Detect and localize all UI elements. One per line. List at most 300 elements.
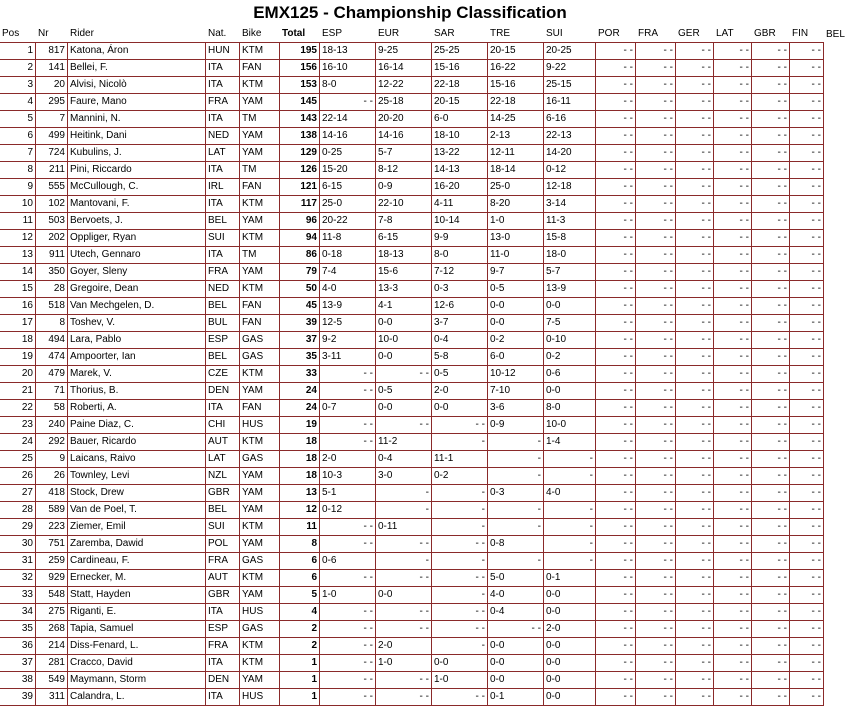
cell-pos: 23: [0, 417, 36, 434]
cell-bel: [824, 689, 858, 706]
cell-fra: - -: [636, 519, 676, 536]
cell-ger: - -: [676, 281, 714, 298]
cell-nr: 751: [36, 536, 68, 553]
cell-nat: LAT: [206, 451, 240, 468]
cell-bel: [824, 111, 858, 128]
cell-sar: 0-3: [432, 281, 488, 298]
cell-bel: [824, 349, 858, 366]
cell-lat: - -: [714, 434, 752, 451]
cell-fin: - -: [790, 570, 824, 587]
cell-fra: - -: [636, 366, 676, 383]
table-row: [0, 315, 858, 332]
cell-gbr: - -: [752, 213, 790, 230]
cell-gbr: - -: [752, 60, 790, 77]
cell-sar: - -: [432, 536, 488, 553]
cell-nr: 555: [36, 179, 68, 196]
cell-bel: [824, 196, 858, 213]
cell-fra: - -: [636, 179, 676, 196]
cell-lat: - -: [714, 570, 752, 587]
cell-nat: ESP: [206, 332, 240, 349]
cell-sar: 8-0: [432, 247, 488, 264]
cell-gbr: - -: [752, 43, 790, 60]
cell-pos: 38: [0, 672, 36, 689]
cell-pos: 11: [0, 213, 36, 230]
cell-por: - -: [596, 196, 636, 213]
cell-nat: ITA: [206, 689, 240, 706]
cell-pos: 15: [0, 281, 36, 298]
cell-rider: Paine Diaz, C.: [68, 417, 206, 434]
cell-gbr: - -: [752, 315, 790, 332]
cell-nr: 311: [36, 689, 68, 706]
cell-por: - -: [596, 145, 636, 162]
cell-total: 96: [280, 213, 320, 230]
cell-fra: - -: [636, 468, 676, 485]
cell-rider: Bellei, F.: [68, 60, 206, 77]
cell-total: 1: [280, 672, 320, 689]
cell-tre: 15-16: [488, 77, 544, 94]
cell-pos: 9: [0, 179, 36, 196]
cell-rider: Alvisi, Nicolò: [68, 77, 206, 94]
cell-por: - -: [596, 43, 636, 60]
cell-sar: 0-0: [432, 655, 488, 672]
cell-fra: - -: [636, 553, 676, 570]
cell-bel: [824, 638, 858, 655]
cell-sui: 6-16: [544, 111, 596, 128]
cell-rider: Townley, Levi: [68, 468, 206, 485]
cell-fra: - -: [636, 536, 676, 553]
table-body: [0, 43, 858, 706]
cell-esp: - -: [320, 638, 376, 655]
cell-por: - -: [596, 604, 636, 621]
cell-total: 4: [280, 604, 320, 621]
cell-eur: -: [376, 485, 432, 502]
cell-por: - -: [596, 621, 636, 638]
cell-rider: Toshev, V.: [68, 315, 206, 332]
cell-nat: ITA: [206, 111, 240, 128]
cell-fin: - -: [790, 655, 824, 672]
cell-fra: - -: [636, 485, 676, 502]
cell-rider: Stock, Drew: [68, 485, 206, 502]
cell-fra: - -: [636, 213, 676, 230]
cell-bike: HUS: [240, 689, 280, 706]
cell-pos: 8: [0, 162, 36, 179]
cell-total: 18: [280, 434, 320, 451]
cell-fra: - -: [636, 264, 676, 281]
cell-total: 24: [280, 383, 320, 400]
cell-esp: - -: [320, 417, 376, 434]
cell-tre: 0-4: [488, 604, 544, 621]
cell-ger: - -: [676, 468, 714, 485]
cell-lat: - -: [714, 383, 752, 400]
table-row: [0, 672, 858, 689]
cell-ger: - -: [676, 485, 714, 502]
cell-rider: Van Mechgelen, D.: [68, 298, 206, 315]
cell-gbr: - -: [752, 247, 790, 264]
cell-nr: 58: [36, 400, 68, 417]
cell-lat: - -: [714, 298, 752, 315]
cell-total: 145: [280, 94, 320, 111]
cell-nat: AUT: [206, 570, 240, 587]
cell-bike: FAN: [240, 60, 280, 77]
cell-tre: 5-0: [488, 570, 544, 587]
cell-nat: GBR: [206, 485, 240, 502]
cell-ger: - -: [676, 145, 714, 162]
cell-nat: FRA: [206, 94, 240, 111]
col-fin: FIN: [790, 26, 824, 43]
cell-fin: - -: [790, 281, 824, 298]
cell-fra: - -: [636, 145, 676, 162]
cell-nr: 26: [36, 468, 68, 485]
cell-bel: [824, 281, 858, 298]
cell-pos: 25: [0, 451, 36, 468]
cell-sui: 0-2: [544, 349, 596, 366]
cell-sar: 4-11: [432, 196, 488, 213]
cell-gbr: - -: [752, 383, 790, 400]
cell-gbr: - -: [752, 77, 790, 94]
cell-ger: - -: [676, 162, 714, 179]
cell-tre: 0-0: [488, 655, 544, 672]
cell-nat: ITA: [206, 196, 240, 213]
cell-sui: 3-14: [544, 196, 596, 213]
cell-nat: ESP: [206, 621, 240, 638]
cell-bike: FAN: [240, 179, 280, 196]
cell-lat: - -: [714, 502, 752, 519]
cell-rider: Calandra, L.: [68, 689, 206, 706]
cell-tre: -: [488, 451, 544, 468]
cell-nr: 295: [36, 94, 68, 111]
cell-nr: 479: [36, 366, 68, 383]
col-fra: FRA: [636, 26, 676, 43]
cell-ger: - -: [676, 383, 714, 400]
cell-gbr: - -: [752, 196, 790, 213]
cell-rider: Statt, Hayden: [68, 587, 206, 604]
cell-nr: 292: [36, 434, 68, 451]
cell-esp: - -: [320, 519, 376, 536]
cell-por: - -: [596, 553, 636, 570]
cell-eur: 0-0: [376, 349, 432, 366]
cell-por: - -: [596, 417, 636, 434]
cell-nat: LAT: [206, 145, 240, 162]
cell-fra: - -: [636, 94, 676, 111]
cell-esp: - -: [320, 672, 376, 689]
table-row: [0, 536, 858, 553]
cell-ger: - -: [676, 553, 714, 570]
cell-sar: 0-0: [432, 400, 488, 417]
cell-bike: KTM: [240, 366, 280, 383]
cell-ger: - -: [676, 196, 714, 213]
cell-bike: YAM: [240, 213, 280, 230]
cell-eur: 0-0: [376, 315, 432, 332]
cell-lat: - -: [714, 264, 752, 281]
cell-nat: ITA: [206, 60, 240, 77]
cell-nr: 817: [36, 43, 68, 60]
cell-total: 33: [280, 366, 320, 383]
cell-total: 153: [280, 77, 320, 94]
cell-sui: 0-1: [544, 570, 596, 587]
cell-bike: TM: [240, 162, 280, 179]
cell-lat: - -: [714, 60, 752, 77]
cell-gbr: - -: [752, 655, 790, 672]
table-row: [0, 621, 858, 638]
cell-gbr: - -: [752, 587, 790, 604]
cell-fin: - -: [790, 502, 824, 519]
cell-por: - -: [596, 502, 636, 519]
cell-por: - -: [596, 60, 636, 77]
cell-ger: - -: [676, 349, 714, 366]
cell-bike: KTM: [240, 434, 280, 451]
cell-rider: Cracco, David: [68, 655, 206, 672]
cell-total: 121: [280, 179, 320, 196]
cell-eur: - -: [376, 570, 432, 587]
cell-esp: 0-7: [320, 400, 376, 417]
cell-ger: - -: [676, 519, 714, 536]
cell-tre: 22-18: [488, 94, 544, 111]
cell-fin: - -: [790, 315, 824, 332]
cell-lat: - -: [714, 689, 752, 706]
cell-sar: -: [432, 553, 488, 570]
cell-por: - -: [596, 638, 636, 655]
cell-sui: -: [544, 536, 596, 553]
cell-gbr: - -: [752, 230, 790, 247]
cell-nat: ITA: [206, 400, 240, 417]
cell-lat: - -: [714, 366, 752, 383]
cell-pos: 13: [0, 247, 36, 264]
cell-lat: - -: [714, 77, 752, 94]
cell-nat: NED: [206, 281, 240, 298]
cell-rider: Roberti, A.: [68, 400, 206, 417]
cell-fin: - -: [790, 383, 824, 400]
cell-nr: 499: [36, 128, 68, 145]
cell-fin: - -: [790, 621, 824, 638]
col-ger: GER: [676, 26, 714, 43]
cell-por: - -: [596, 111, 636, 128]
cell-rider: Van de Poel, T.: [68, 502, 206, 519]
cell-fin: - -: [790, 553, 824, 570]
cell-bel: [824, 485, 858, 502]
cell-esp: 16-10: [320, 60, 376, 77]
cell-pos: 26: [0, 468, 36, 485]
cell-gbr: - -: [752, 332, 790, 349]
cell-ger: - -: [676, 502, 714, 519]
cell-eur: 2-0: [376, 638, 432, 655]
cell-pos: 31: [0, 553, 36, 570]
cell-nat: NED: [206, 128, 240, 145]
cell-fin: - -: [790, 519, 824, 536]
cell-gbr: - -: [752, 502, 790, 519]
cell-fin: - -: [790, 366, 824, 383]
cell-bel: [824, 468, 858, 485]
cell-nat: BUL: [206, 315, 240, 332]
cell-rider: Thorius, B.: [68, 383, 206, 400]
cell-tre: 3-6: [488, 400, 544, 417]
cell-sui: 22-13: [544, 128, 596, 145]
cell-eur: 25-18: [376, 94, 432, 111]
cell-fra: - -: [636, 281, 676, 298]
cell-sui: 8-0: [544, 400, 596, 417]
cell-lat: - -: [714, 672, 752, 689]
cell-sar: - -: [432, 621, 488, 638]
cell-rider: Bervoets, J.: [68, 213, 206, 230]
cell-eur: - -: [376, 689, 432, 706]
cell-total: 129: [280, 145, 320, 162]
cell-fin: - -: [790, 196, 824, 213]
cell-ger: - -: [676, 451, 714, 468]
cell-eur: - -: [376, 417, 432, 434]
cell-ger: - -: [676, 366, 714, 383]
cell-pos: 36: [0, 638, 36, 655]
cell-ger: - -: [676, 264, 714, 281]
cell-lat: - -: [714, 400, 752, 417]
cell-sar: -: [432, 638, 488, 655]
cell-total: 1: [280, 655, 320, 672]
cell-ger: - -: [676, 77, 714, 94]
cell-sar: 16-20: [432, 179, 488, 196]
cell-sui: 0-12: [544, 162, 596, 179]
table-row: [0, 298, 858, 315]
cell-eur: 4-1: [376, 298, 432, 315]
cell-sui: 20-25: [544, 43, 596, 60]
cell-rider: Tapia, Samuel: [68, 621, 206, 638]
cell-por: - -: [596, 264, 636, 281]
cell-bel: [824, 264, 858, 281]
col-sar: SAR: [432, 26, 488, 43]
cell-ger: - -: [676, 332, 714, 349]
cell-sui: -: [544, 451, 596, 468]
cell-rider: Bauer, Ricardo: [68, 434, 206, 451]
cell-ger: - -: [676, 43, 714, 60]
cell-bike: HUS: [240, 604, 280, 621]
cell-rider: Diss-Fenard, L.: [68, 638, 206, 655]
cell-total: 50: [280, 281, 320, 298]
cell-sui: 13-9: [544, 281, 596, 298]
cell-pos: 1: [0, 43, 36, 60]
cell-fin: - -: [790, 451, 824, 468]
cell-sui: 2-0: [544, 621, 596, 638]
cell-eur: 12-22: [376, 77, 432, 94]
cell-esp: 8-0: [320, 77, 376, 94]
cell-bike: YAM: [240, 264, 280, 281]
cell-fra: - -: [636, 638, 676, 655]
cell-ger: - -: [676, 417, 714, 434]
cell-bel: [824, 587, 858, 604]
cell-total: 18: [280, 468, 320, 485]
cell-rider: Marek, V.: [68, 366, 206, 383]
cell-por: - -: [596, 383, 636, 400]
cell-eur: 1-0: [376, 655, 432, 672]
cell-fra: - -: [636, 162, 676, 179]
cell-lat: - -: [714, 519, 752, 536]
table-row: [0, 213, 858, 230]
cell-lat: - -: [714, 621, 752, 638]
cell-nr: 268: [36, 621, 68, 638]
col-nr: Nr: [36, 26, 68, 43]
cell-lat: - -: [714, 417, 752, 434]
cell-lat: - -: [714, 485, 752, 502]
cell-gbr: - -: [752, 264, 790, 281]
cell-sar: 20-15: [432, 94, 488, 111]
cell-lat: - -: [714, 94, 752, 111]
cell-sar: - -: [432, 417, 488, 434]
cell-total: 195: [280, 43, 320, 60]
cell-lat: - -: [714, 638, 752, 655]
cell-esp: 18-13: [320, 43, 376, 60]
cell-tre: 8-20: [488, 196, 544, 213]
cell-bel: [824, 247, 858, 264]
cell-fra: - -: [636, 604, 676, 621]
cell-total: 24: [280, 400, 320, 417]
cell-total: 5: [280, 587, 320, 604]
cell-bel: [824, 213, 858, 230]
cell-nr: 214: [36, 638, 68, 655]
cell-bel: [824, 400, 858, 417]
cell-lat: - -: [714, 553, 752, 570]
table-row: [0, 77, 858, 94]
cell-sar: 6-0: [432, 111, 488, 128]
cell-bel: [824, 145, 858, 162]
cell-total: 1: [280, 689, 320, 706]
cell-tre: 20-15: [488, 43, 544, 60]
table-row: [0, 519, 858, 536]
cell-eur: - -: [376, 536, 432, 553]
cell-ger: - -: [676, 111, 714, 128]
cell-bel: [824, 536, 858, 553]
cell-gbr: - -: [752, 672, 790, 689]
table-row: [0, 43, 858, 60]
cell-fra: - -: [636, 349, 676, 366]
cell-pos: 32: [0, 570, 36, 587]
cell-por: - -: [596, 587, 636, 604]
classification-table: [0, 26, 858, 706]
cell-total: 156: [280, 60, 320, 77]
cell-nat: FRA: [206, 638, 240, 655]
cell-pos: 4: [0, 94, 36, 111]
cell-sui: 0-0: [544, 638, 596, 655]
cell-bike: YAM: [240, 94, 280, 111]
page-title: EMX125 - Championship Classification: [253, 3, 567, 22]
cell-rider: Mantovani, F.: [68, 196, 206, 213]
cell-pos: 28: [0, 502, 36, 519]
cell-total: 13: [280, 485, 320, 502]
cell-lat: - -: [714, 43, 752, 60]
cell-sar: 7-12: [432, 264, 488, 281]
cell-fin: - -: [790, 638, 824, 655]
cell-total: 2: [280, 621, 320, 638]
cell-nr: 202: [36, 230, 68, 247]
table-row: [0, 247, 858, 264]
cell-eur: - -: [376, 672, 432, 689]
cell-esp: - -: [320, 570, 376, 587]
cell-pos: 5: [0, 111, 36, 128]
cell-nr: 71: [36, 383, 68, 400]
table-row: [0, 145, 858, 162]
cell-eur: 3-0: [376, 468, 432, 485]
cell-esp: - -: [320, 94, 376, 111]
cell-sar: 9-9: [432, 230, 488, 247]
table-row: [0, 349, 858, 366]
cell-fin: - -: [790, 400, 824, 417]
col-rider: Rider: [68, 26, 206, 43]
cell-bike: YAM: [240, 145, 280, 162]
cell-total: 19: [280, 417, 320, 434]
cell-ger: - -: [676, 689, 714, 706]
cell-esp: 9-2: [320, 332, 376, 349]
cell-tre: 16-22: [488, 60, 544, 77]
cell-sui: 0-0: [544, 298, 596, 315]
cell-esp: 11-8: [320, 230, 376, 247]
cell-ger: - -: [676, 604, 714, 621]
cell-ger: - -: [676, 230, 714, 247]
cell-pos: 14: [0, 264, 36, 281]
